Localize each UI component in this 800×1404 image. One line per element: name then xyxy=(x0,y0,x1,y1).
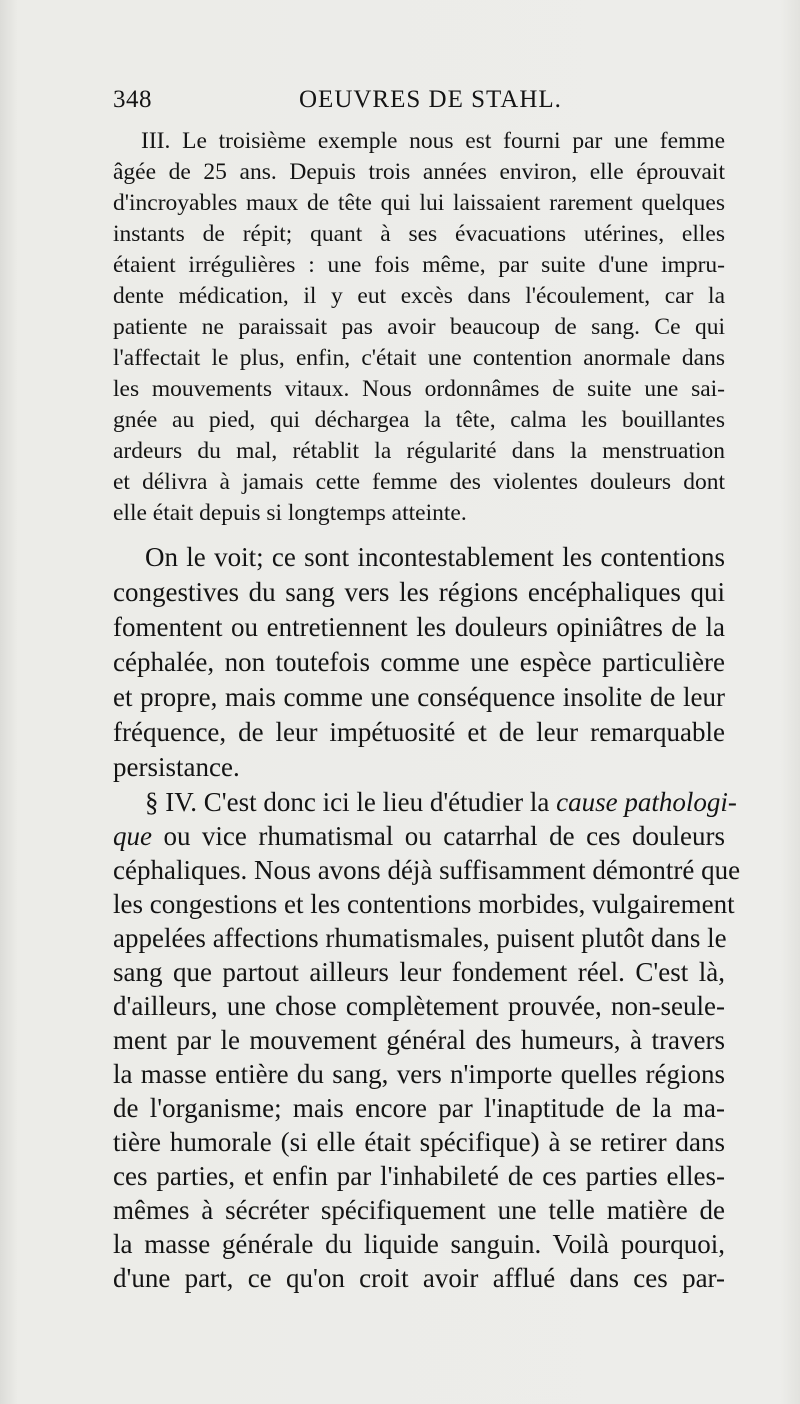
page-number: 348 xyxy=(113,86,152,113)
text-line: fréquence, de leur impétuosité et de leur remarquable xyxy=(113,717,725,747)
text-line: persistance. xyxy=(113,752,240,782)
text-line: céphalée, non toutefois comme une espèce particulière xyxy=(113,647,725,677)
italic-term: cause pathologi- xyxy=(556,787,737,817)
text-line: l'affectait le plus, enfin, c'était une contention anormale dans xyxy=(113,345,725,371)
text-line: III. Le troisième exemple nous est fourni par une femme xyxy=(141,128,725,154)
text-span: § IV. C'est donc ici le lieu d'étudier la xyxy=(145,787,557,817)
running-title: OEUVRES DE STAHL. xyxy=(299,86,562,113)
text-line: les mouvements vitaux. Nous ordonnâmes de suite une sai- xyxy=(113,376,725,402)
text-line: ces parties, et enfin par l'inhabileté de ces parties elles- xyxy=(113,1161,725,1191)
text-line: étaient irrégulières : une fois même, par suite d'une impru- xyxy=(113,252,725,278)
text-line: d'ailleurs, une chose complètement prouvée, non-seule- xyxy=(113,991,725,1021)
text-line: congestives du sang vers les régions encéphaliques qui xyxy=(113,577,725,607)
text-line: sang que partout ailleurs leur fondement réel. C'est là, xyxy=(113,957,725,987)
text-line: d'une part, ce qu'on croit avoir afflué dans ces par- xyxy=(113,1263,725,1293)
text-line: dente médication, il y eut excès dans l'écoulement, car la xyxy=(113,283,725,309)
text-line: elle était depuis si longtemps atteinte. xyxy=(113,500,467,526)
text-line: fomentent ou entretiennent les douleurs opiniâtres de la xyxy=(113,612,725,642)
text-line: âgée de 25 ans. Depuis trois années environ, elle éprouvait xyxy=(113,159,725,185)
text-line: céphaliques. Nous avons déjà suffisamment démontré que xyxy=(113,855,741,885)
text-line: tière humorale (si elle était spécifique) à se retirer dans xyxy=(113,1127,725,1157)
text-line: patiente ne paraissait pas avoir beaucoup de sang. Ce qui xyxy=(113,314,725,340)
text-line: les congestions et les contentions morbides, vulgairement xyxy=(113,889,735,919)
section-iv-heading-line xyxy=(113,785,737,819)
text-line: d'incroyables maux de tête qui lui laissaient rarement quelques xyxy=(113,190,725,216)
page-header xyxy=(113,86,725,120)
text-line: et délivra à jamais cette femme des violentes douleurs dont xyxy=(113,469,725,495)
text-line: la masse générale du liquide sanguin. Voilà pourquoi, xyxy=(113,1229,725,1259)
text-line: et propre, mais comme une conséquence insolite de leur xyxy=(113,682,725,712)
text-line: On le voit; ce sont incontestablement les contentions xyxy=(145,542,725,572)
text-line: de l'organisme; mais encore par l'inaptitude de la ma- xyxy=(113,1093,725,1123)
text-line: gnée au pied, qui déchargea la tête, calma les bouillantes xyxy=(113,407,725,433)
text-line: instants de répit; quant à ses évacuations utérines, elles xyxy=(113,221,725,247)
text-line xyxy=(113,819,725,853)
text-line: la masse entière du sang, vers n'importe quelles régions xyxy=(113,1059,725,1089)
italic-term: que xyxy=(113,821,152,851)
text-span: ou vice rhumatismal ou catarrhal de ces douleurs xyxy=(151,821,725,851)
text-line: ardeurs du mal, rétablit la régularité dans la menstruation xyxy=(113,438,725,464)
text-line: mêmes à sécréter spécifiquement une telle matière de xyxy=(113,1195,725,1225)
text-line: ment par le mouvement général des humeurs, à travers xyxy=(113,1025,725,1055)
text-line: appelées affections rhumatismales, puisent plutôt dans le xyxy=(113,923,727,953)
